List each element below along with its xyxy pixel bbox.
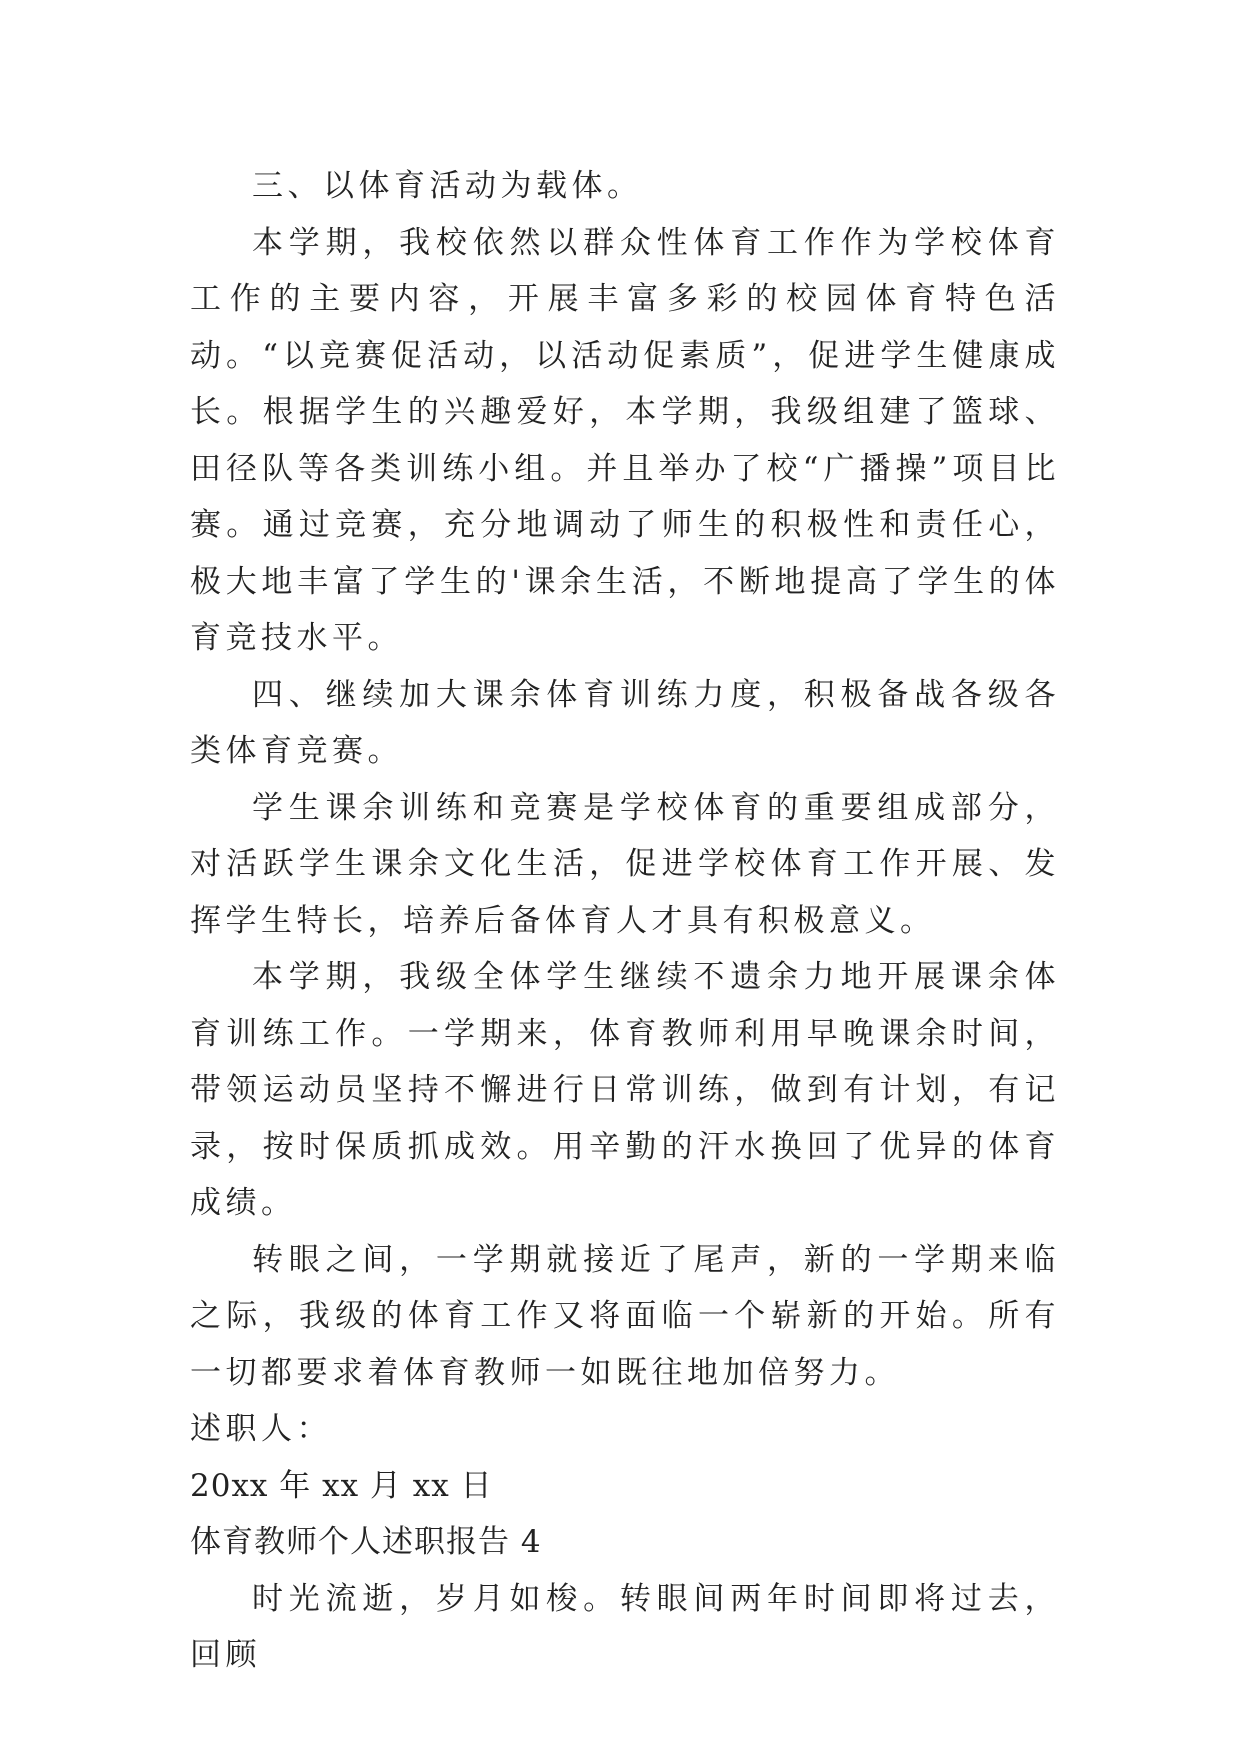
paragraph-training-importance: 学生课余训练和竞赛是学校体育的重要组成部分，对活跃学生课余文化生活，促进学校体育工作开展、发挥学生特长，培养后备体育人才具有积极意义。 <box>190 789 1060 939</box>
paragraph-training-work: 本学期，我级全体学生继续不遗余力地开展课余体育训练工作。一学期来，体育教师利用早晚课余时间，带领运动员坚持不懈进行日常训练，做到有计划，有记录，按时保质抓成效。用辛勤的汗水换回了优异的体育成绩。 <box>190 959 1060 1221</box>
paragraph-activities: 本学期，我校依然以群众性体育工作作为学校体育工作的主要内容，开展丰富多彩的校园体育特色活动。“以竞赛促活动，以活动促素质”，促进学生健康成长。根据学生的兴趣爱好，本学期，我级组建了篮球、田径队等各类训练小组。并且举办了校“广播操”项目比赛。通过竞赛，充分地调动了师生的积极性和责任心，极大地丰富了学生的'课余生活，不断地提高了学生的体育竞技水平。 <box>190 224 1060 656</box>
paragraph-conclusion: 转眼之间，一学期就接近了尾声，新的一学期来临之际，我级的体育工作又将面临一个崭新的开始。所有一切都要求着体育教师一如既往地加倍努力。 <box>190 1241 1060 1391</box>
report-date: 20xx 年 xx 月 xx 日 <box>190 1467 493 1504</box>
section-heading-3: 三、以体育活动为载体。 <box>252 168 643 204</box>
section-heading-4: 四、继续加大课余体育训练力度，积极备战各级各类体育竞赛。 <box>190 676 1060 769</box>
signature-label: 述职人： <box>190 1411 332 1447</box>
document-body <box>190 158 1060 1684</box>
next-report-title: 体育教师个人述职报告 4 <box>190 1524 542 1560</box>
paragraph-opening: 时光流逝，岁月如梭。转眼间两年时间即将过去，回顾 <box>190 1580 1060 1673</box>
